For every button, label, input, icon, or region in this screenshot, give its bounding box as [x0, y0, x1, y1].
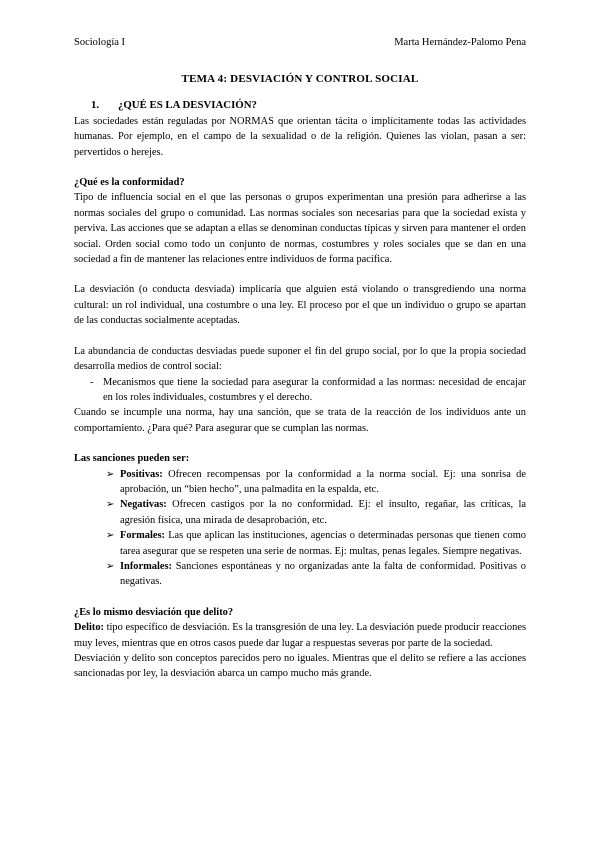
sanction-label: Informales: — [120, 560, 172, 572]
sanction-text: Sanciones espontáneas y no organizadas ante la falta de conformidad. Positivas o negativas. — [120, 560, 527, 588]
sanction-text: Las que aplican las instituciones, agencias o determinadas personas que tienen como tarea asegurar que se respeten una serie de normas. Ej: multas, penas legales. Siempre negativas. — [120, 530, 526, 557]
header-course: Sociología I — [74, 37, 126, 48]
sanction-intro-paragraph: Cuando se incumple una norma, hay una sanción, que se trata de la reacción de los individuos ante un comportamiento. ¿Para qué? Para asegurar que se cumplan las normas. — [74, 407, 526, 434]
list-item — [74, 528, 526, 559]
section-number: 1. — [91, 99, 100, 112]
arrow-bullet-icon: ➢ — [106, 530, 115, 542]
conformity-heading: ¿Qué es la conformidad? — [74, 177, 185, 189]
header-author: Marta Hernández-Palomo Pena — [394, 37, 526, 48]
sanction-label: Positivas: — [120, 468, 163, 480]
crime-label: Delito: — [74, 622, 105, 634]
sanctions-heading: Las sanciones pueden ser: — [74, 453, 190, 465]
crime-comparison: Desviación y delito son conceptos parecidos pero no iguales. Mientras que el delito se refiere a las acciones sancionadas por ley, la desviación abarca un campo mucho más grande. — [74, 653, 526, 680]
control-list-item — [74, 375, 526, 406]
abundance-paragraph: La abundancia de conductas desviadas puede suponer el fin del grupo social, por lo que la propia sociedad desarrolla medios de control social: — [74, 345, 526, 373]
arrow-bullet-icon: ➢ — [106, 560, 115, 572]
deviation-paragraph: La desviación (o conducta desviada) implicaría que alguien está violando o transgrediendo una norma cultural: un rol individual, una costumbre o una ley. El proceso por el que un individuo o grupo se apartan de las conductas socialmente aceptadas. — [74, 284, 526, 327]
crime-definition-text: tipo específico de desviación. Es la transgresión de una ley. La desviación puede producir reacciones muy leves, mientras que en otros casos puede dar lugar a respuestas severas por parte de la sociedad. — [74, 622, 526, 649]
list-item — [74, 497, 526, 528]
crime-definition — [74, 620, 526, 651]
sanction-label: Formales: — [120, 530, 166, 542]
crime-heading: ¿Es lo mismo desviación que delito? — [74, 606, 234, 618]
arrow-bullet-icon: ➢ — [106, 499, 115, 511]
control-list-text: Mecanismos que tiene la sociedad para asegurar la conformidad a las normas: necesidad de encajar en los roles individuales, costumbres y el derecho. — [103, 376, 526, 403]
conformity-paragraph: Tipo de influencia social en el que las personas o grupos experimentan una presión para adherirse a las normas sociales del grupo o comunidad. Las normas sociales son necesarias para que la sociedad exista y perviva. Las acciones que se adaptan a ellas se denominan conductas típicas y sirven para mantener el orden social. Orden social como todo un conjunto de normas, costumbres y roles sociales que se dan en una sociedad a fin de mantener las relaciones entre individuos de forma pacífica. — [74, 192, 526, 266]
dash-marker: - — [90, 376, 94, 388]
arrow-bullet-icon: ➢ — [106, 468, 115, 480]
sanction-text: Ofrecen recompensas por la conformidad a la norma social. Ej: una sonrisa de aprobación, un “bien hecho”, una palmadita en la espalda, etc. — [120, 468, 526, 495]
document-body — [74, 72, 526, 682]
list-item — [74, 559, 526, 590]
section-title: ¿QUÉ ES LA DESVIACIÓN? — [118, 99, 257, 112]
intro-paragraph: Las sociedades están reguladas por NORMAS que orientan tácita o implícitamente todas las actividades humanas. Por ejemplo, en el campo de la sexualidad o de la religión. Quienes las violan, pasan a ser: pervertidos o herejes. — [74, 115, 526, 158]
list-item — [74, 467, 526, 498]
document-title: TEMA 4: DESVIACIÓN Y CONTROL SOCIAL — [181, 73, 419, 85]
sanction-label: Negativas: — [120, 499, 167, 511]
sanction-text: Ofrecen castigos por la no conformidad. Ej: el insulto, regañar, las críticas, la agresión física, una mirada de desaprobación, etc. — [120, 499, 526, 526]
section-heading — [74, 98, 526, 113]
